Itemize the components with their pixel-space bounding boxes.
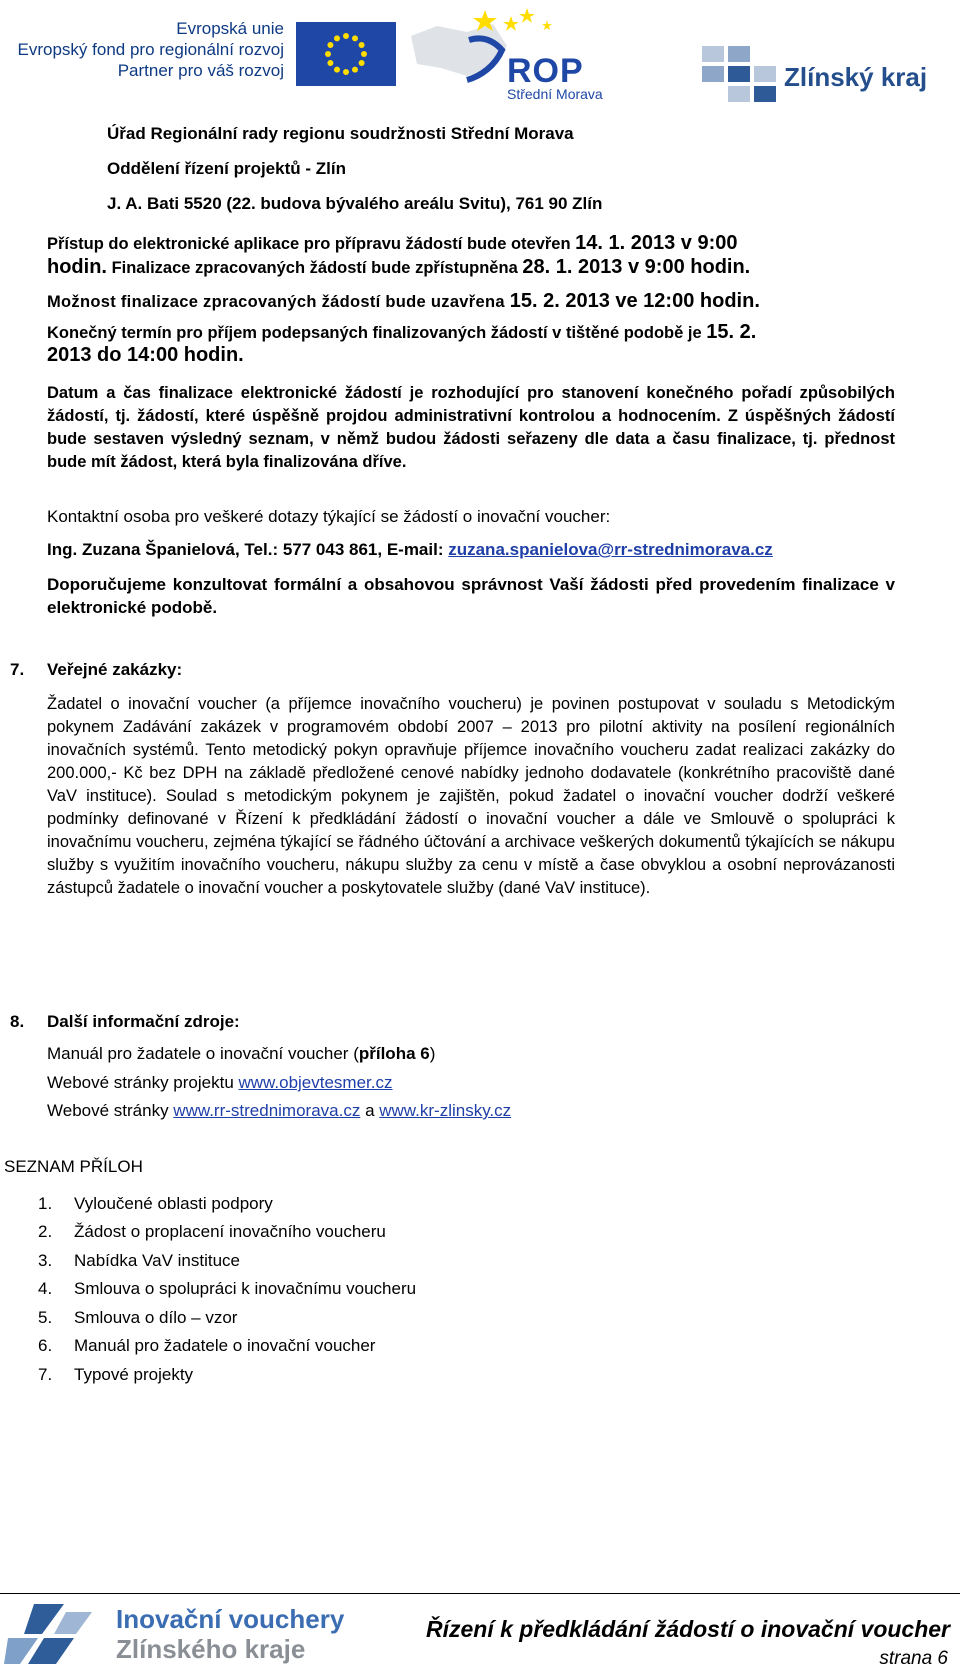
kraj-name: Zlínský kraj: [784, 62, 928, 92]
date-text-1: Přístup do elektronické aplikace pro přípravu žádostí bude otevřen: [47, 235, 576, 253]
section-7-text: Žadatel o inovační voucher (a příjemce inovačního voucheru) je povinen postupovat v souladu s Metodickým pokynem Zadávání zakázek v programovém období 2007 – 2013 pro pilotní aktivity na posílení regionálních inovačních systémů. Tento metodický pokyn opravňuje příjemce inovačního voucheru zadat realizaci zakázky do 200.000,- Kč bez DPH na základě předložené cenové nabídky jednoho dodavatele (konkrétního pracoviště dané VaV instituce). Soulad s metodickým pokynem je zajištěn, pokud žadatel o inovační voucher dodrží veškeré podmínky definované v Řízení k předkládání žádostí o inovační voucher a dále ve Smlouvě o spolupráci k inovačnímu voucheru, zejména týkající se řádného účtování a archivace veškerých dokumentů týkajících se nákupu služby s využitím inovačního voucheru, nákupu služby za cenu v místě a čase obvyklou a osobní neprovázanosti zástupců žadatele o inovační voucher a poskytovatele služby (dané VaV instituce).: [47, 695, 895, 897]
date-paragraph-3b: 2013 do 14:00 hodin.: [47, 344, 244, 366]
logo-line-2: Zlínského kraje: [116, 1634, 306, 1664]
attachment-num: 7.: [38, 1365, 53, 1384]
rr-strednimorava-link[interactable]: www.rr-strednimorava.cz: [173, 1101, 361, 1120]
inovacni-vouchery-logo: [4, 1600, 345, 1670]
attachment-label: Typové projekty: [74, 1365, 194, 1384]
kr-zlinsky-link[interactable]: www.kr-zlinsky.cz: [379, 1101, 512, 1120]
rop-logo: [407, 6, 629, 104]
footer-title: Řízení k předkládání žádostí o inovační voucher: [425, 1616, 950, 1642]
attachment-item: [38, 1220, 386, 1244]
open-date: 14. 1. 2013 v 9:00: [575, 232, 738, 254]
footer-divider: [0, 1593, 960, 1594]
address-line-2: Oddělení řízení projektů - Zlín: [107, 159, 346, 178]
section-7-number: 7.: [10, 660, 25, 679]
attachment-item: [38, 1306, 237, 1330]
attachment-num: 2.: [38, 1222, 53, 1241]
attachment-label: Smlouva o spolupráci k inovačnímu voucheru: [74, 1279, 417, 1298]
deadline-date-a: 15. 2.: [706, 321, 757, 343]
attachment-label: Smlouva o dílo – vzor: [74, 1308, 238, 1327]
date-paragraph-1a: [47, 232, 738, 255]
footer-page: strana 6: [879, 1648, 948, 1669]
section-7-title: Veřejné zakázky:: [47, 660, 183, 679]
contact-name-phone: Ing. Zuzana Španielová, Tel.: 577 043 861, E-mail:: [47, 540, 449, 559]
date-paragraph-2: [47, 290, 760, 313]
rop-name: ROP: [507, 52, 584, 90]
contact-email-link[interactable]: zuzana.spanielova@rr-strednimorava.cz: [448, 540, 773, 559]
hodin-text: hodin.: [47, 256, 107, 278]
attachment-item: [38, 1363, 193, 1387]
eu-line-1: Evropská unie: [176, 19, 284, 38]
contact-person: [47, 540, 773, 560]
source-project-label: Webové stránky projektu: [47, 1073, 239, 1092]
contact-intro: Kontaktní osoba pro veškeré dotazy týkající se žádostí o inovační voucher:: [47, 507, 611, 526]
attachment-label: Manuál pro žadatele o inovační voucher: [74, 1336, 376, 1355]
attachment-num: 4.: [38, 1279, 53, 1298]
attachment-num: 3.: [38, 1251, 53, 1270]
eu-flag-icon: [296, 22, 396, 86]
rop-subtitle: Střední Morava: [507, 86, 603, 102]
date-paragraph-3a: [47, 321, 756, 344]
eu-line-2: Evropský fond pro regionální rozvoj: [17, 40, 284, 59]
advice-paragraph: Doporučujeme konzultovat formální a obsahovou správnost Vaší žádosti před provedením finalizace v elektronické podobě.: [47, 575, 895, 617]
section-8-title: Další informační zdroje:: [47, 1012, 240, 1031]
attachment-label: Vyloučené oblasti podpory: [74, 1194, 273, 1213]
source-region-label: Webové stránky: [47, 1101, 174, 1120]
logo-line-1: Inovační vouchery: [116, 1604, 345, 1634]
finalize-close-date: 15. 2. 2013 ve 12:00 hodin.: [509, 290, 760, 312]
date-paragraph-1b: [47, 256, 750, 279]
source-manual-attachment: příloha 6: [358, 1044, 430, 1063]
attachment-item: [38, 1249, 240, 1273]
source-manual-close: ): [429, 1044, 436, 1063]
attachment-num: 5.: [38, 1308, 53, 1327]
source-manual-text: Manuál pro žadatele o inovační voucher (: [47, 1044, 359, 1063]
address-line-1: Úřad Regionální rady regionu soudržnosti Střední Morava: [107, 124, 574, 143]
source-region-web: [47, 1101, 511, 1121]
source-manual: [47, 1044, 435, 1064]
address-line-3: J. A. Bati 5520 (22. budova bývalého areálu Svitu), 761 90 Zlín: [107, 194, 603, 213]
date-text-3: Možnost finalizace zpracovaných žádostí bude uzavřena: [47, 293, 510, 311]
section-8-number: 8.: [10, 1012, 25, 1031]
source-project-web: [47, 1073, 393, 1093]
finalize-open-date: 28. 1. 2013 v 9:00 hodin.: [522, 256, 751, 278]
attachment-item: [38, 1334, 375, 1358]
eu-line-3: Partner pro váš rozvoj: [117, 61, 284, 80]
attachment-num: 6.: [38, 1336, 53, 1355]
objevtesmer-link[interactable]: www.objevtesmer.cz: [238, 1073, 393, 1092]
attachment-item: [38, 1277, 416, 1301]
attachment-label: Žádost o proplacení inovačního voucheru: [74, 1222, 386, 1241]
source-region-and: a: [360, 1101, 380, 1120]
eu-logo-text: [14, 18, 284, 81]
attachment-label: Nabídka VaV instituce: [74, 1251, 240, 1270]
attachment-num: 1.: [38, 1194, 53, 1213]
zlinsky-kraj-logo: [698, 46, 948, 104]
attachments-title: SEZNAM PŘÍLOH: [4, 1157, 143, 1176]
date-text-2: Finalizace zpracovaných žádostí bude zpřístupněna: [106, 259, 523, 277]
rules-paragraph: Datum a čas finalizace elektronické žádostí je rozhodující pro stanovení konečného pořadí způsobilých žádostí, tj. žádostí, které úspěšně projdou administrativní kontrolou a hodnocením. Z úspěšných žádostí bude sestaven výsledný seznam, v němž budou žádosti seřazeny dle data a času finalizace, tj. přednost bude mít žádost, která byla finalizována dříve.: [47, 384, 895, 471]
date-text-4: Konečný termín pro příjem podepsaných finalizovaných žádostí v tištěné podobě je: [47, 324, 707, 342]
attachment-item: [38, 1192, 273, 1216]
